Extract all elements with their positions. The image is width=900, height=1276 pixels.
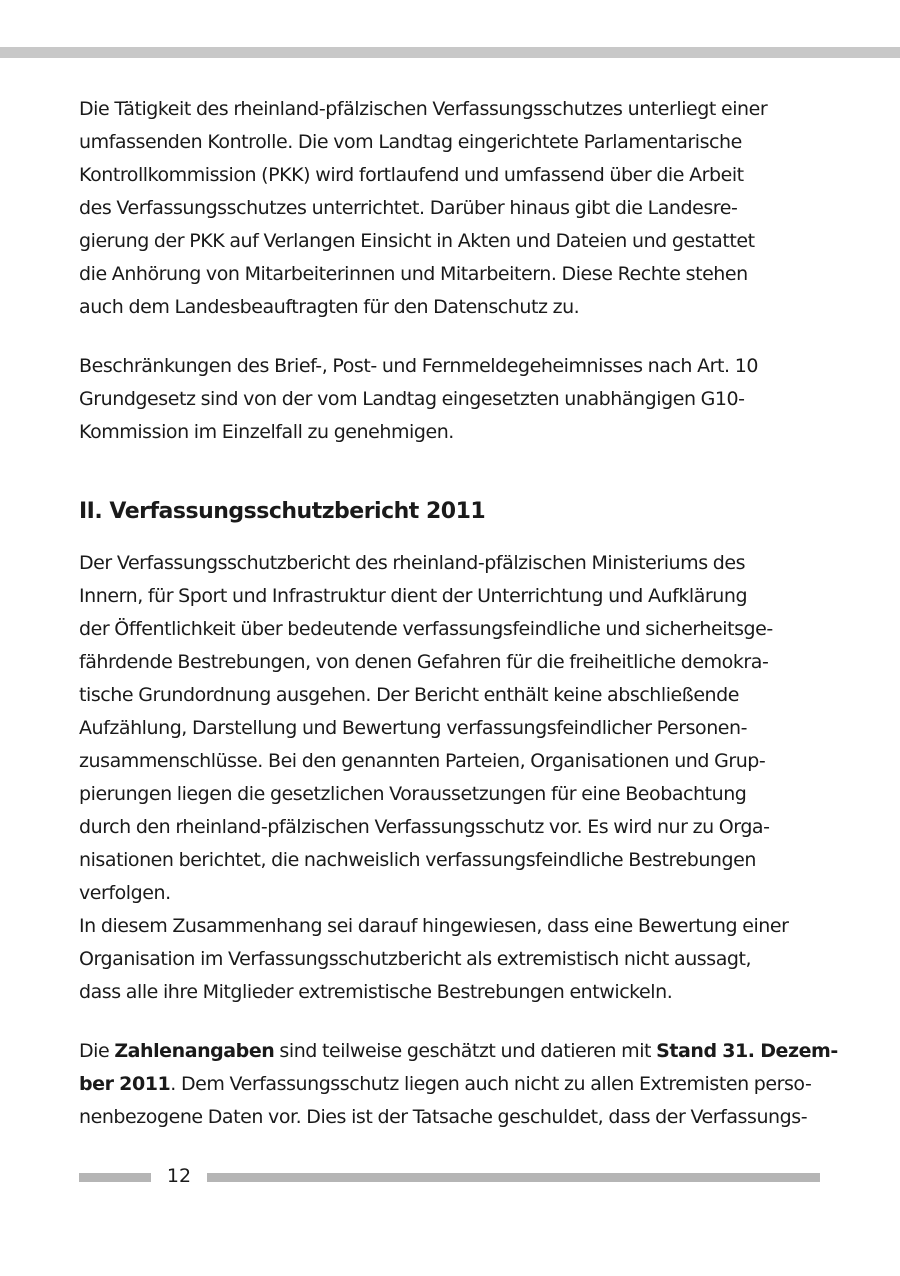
- footer-bar-left: [79, 1173, 151, 1182]
- text-line: auch dem Landesbeauftragten für den Datenschutz zu.: [79, 296, 580, 318]
- footer-bar-right: [207, 1173, 820, 1182]
- text-line: des Verfassungsschutzes unterrichtet. Darüber hinaus gibt die Landesre-: [79, 197, 738, 219]
- text-run: sind teilweise geschätzt und datieren mit: [274, 1040, 657, 1062]
- top-divider-bar: [0, 47, 900, 58]
- text-line: pierungen liegen die gesetzlichen Voraussetzungen für eine Beobachtung: [79, 783, 747, 805]
- section-heading: II. Verfassungsschutzbericht 2011: [79, 499, 486, 524]
- text-run: Die: [79, 1040, 115, 1062]
- text-line: durch den rheinland-pfälzischen Verfassungsschutz vor. Es wird nur zu Orga-: [79, 816, 770, 838]
- text-line: zusammenschlüsse. Bei den genannten Parteien, Organisationen und Grup-: [79, 750, 766, 772]
- page-body: [79, 93, 838, 1134]
- text-line: fährdende Bestrebungen, von denen Gefahren für die freiheitliche demokra-: [79, 651, 769, 673]
- text-line: [79, 1068, 824, 1101]
- text-line: verfolgen.: [79, 882, 171, 904]
- text-line: Die Tätigkeit des rheinland-pfälzischen Verfassungsschutzes unterliegt einer: [79, 98, 768, 120]
- bold-date-start: Stand 31. Dezem-: [656, 1040, 838, 1062]
- text-line: tische Grundordnung ausgehen. Der Bericht enthält keine abschließende: [79, 684, 739, 706]
- text-line: Kontrollkommission (PKK) wird fortlaufend und umfassend über die Arbeit: [79, 164, 744, 186]
- text-line: Kommission im Einzelfall zu genehmigen.: [79, 421, 454, 443]
- paragraph-figures: [79, 1035, 838, 1134]
- text-line: Beschränkungen des Brief-, Post- und Fernmeldegeheimnisses nach Art. 10: [79, 355, 758, 377]
- text-line: die Anhörung von Mitarbeiterinnen und Mitarbeitern. Diese Rechte stehen: [79, 263, 748, 285]
- bold-date-end: ber 2011: [79, 1073, 171, 1095]
- text-line: der Öffentlichkeit über bedeutende verfassungsfeindliche und sicherheitsge-: [79, 618, 773, 640]
- paragraph-report: [79, 547, 824, 1009]
- text-line: gierung der PKK auf Verlangen Einsicht in Akten und Dateien und gestattet: [79, 230, 755, 252]
- text-line: nenbezogene Daten vor. Dies ist der Tatsache geschuldet, dass der Verfassungs-: [79, 1106, 808, 1128]
- paragraph-oversight: [79, 93, 824, 324]
- text-line: nisationen berichtet, die nachweislich verfassungsfeindliche Bestrebungen: [79, 849, 756, 871]
- text-line: In diesem Zusammenhang sei darauf hingewiesen, dass eine Bewertung einer: [79, 915, 789, 937]
- bold-term-figures: Zahlenangaben: [114, 1040, 275, 1062]
- paragraph-g10: [79, 350, 824, 449]
- page-number: 12: [166, 1165, 192, 1187]
- text-line: Der Verfassungsschutzbericht des rheinland-pfälzischen Ministeriums des: [79, 552, 746, 574]
- text-line: Organisation im Verfassungsschutzbericht als extremistisch nicht aussagt,: [79, 948, 752, 970]
- text-line: dass alle ihre Mitglieder extremistische Bestrebungen entwickeln.: [79, 981, 673, 1003]
- text-line: [79, 1035, 838, 1068]
- text-line: Innern, für Sport und Infrastruktur dient der Unterrichtung und Aufklärung: [79, 585, 748, 607]
- text-line: umfassenden Kontrolle. Die vom Landtag eingerichtete Parlamentarische: [79, 131, 742, 153]
- text-line: Grundgesetz sind von der vom Landtag eingesetzten unabhängigen G10-: [79, 388, 745, 410]
- text-line: Aufzählung, Darstellung und Bewertung verfassungsfeindlicher Personen-: [79, 717, 748, 739]
- text-run: . Dem Verfassungsschutz liegen auch nicht zu allen Extremisten perso-: [170, 1073, 812, 1095]
